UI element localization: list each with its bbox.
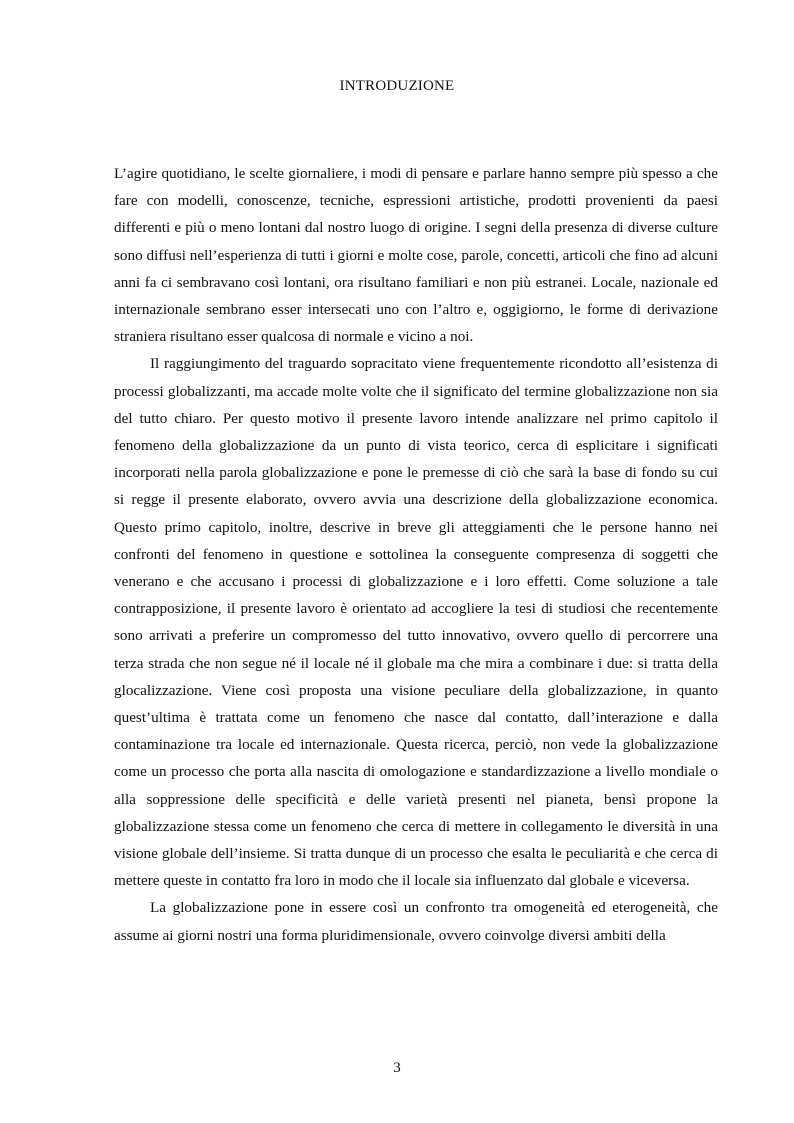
page-number: 3 (393, 1060, 401, 1076)
paragraph-1: L’agire quotidiano, le scelte giornaliere, i modi di pensare e parlare hanno sempre più spesso a che fare con modelli, conoscenze, tecniche, espressioni artistiche, prodotti provenienti da paesi differenti e più o meno lontani dal nostro luogo di origine. I segni della presenza di diverse culture sono diffusi nell’esperienza di tutti i giorni e molte cose, parole, concetti, articoli che fino ad alcuni anni fa ci sembravano così lontani, ora risultano familiari e non più estranei. Locale, nazionale ed internazionale sembrano esser intersecati uno con l’altro e, oggigiorno, le forme di derivazione straniera risultano esser qualcosa di normale e vicino a noi. (114, 165, 718, 346)
page-title: INTRODUZIONE (339, 78, 455, 94)
paragraph-2: Il raggiungimento del traguardo sopracitato viene frequentemente ricondotto all’esistenza di processi globalizzanti, ma accade molte volte che il significato del termine globalizzazione non sia del tutto chiaro. Per questo motivo il presente lavoro intende analizzare nel primo capitolo il fenomeno della globalizzazione da un punto di vista teorico, cerca di esplicitare i significati incorporati nella parola globalizzazione e pone le premesse di ciò che sarà la base di fondo su cui si regge il presente elaborato, ovvero avvia una descrizione della globalizzazione economica. Questo primo capitolo, inoltre, descrive in breve gli atteggiamenti che le persone hanno nei confronti del fenomeno in questione e sottolinea la conseguente compresenza di soggetti che venerano e che accusano i processi di globalizzazione e i loro effetti. Come soluzione a tale contrapposizione, il presente lavoro è orientato ad accogliere la tesi di studiosi che recentemente sono arrivati a preferire un compromesso del tutto innovativo, ovvero quello di percorrere una terza strada che non segue né il locale né il globale ma che mira a combinare i due: si tratta della glocalizzazione. Viene così proposta una visione peculiare della globalizzazione, in quanto quest’ultima è trattata come un fenomeno che nasce dal contatto, dall’interazione e dalla contaminazione tra locale ed internazionale. Questa ricerca, perciò, non vede la globalizzazione come un processo che porta alla nascita di omologazione e standardizzazione a livello mondiale o alla soppressione delle specificità e delle varietà presenti nel pianeta, bensì propone la globalizzazione stessa come un fenomeno che cerca di mettere in collegamento le diversità in una visione globale dell’insieme. Si tratta dunque di un processo che esalta le peculiarità e che cerca di mettere queste in contatto fra loro in modo che il locale sia influenzato dal globale e viceversa. (114, 355, 718, 890)
body-text (114, 160, 718, 949)
paragraph-3: La globalizzazione pone in essere così un confronto tra omogeneità ed eterogeneità, che assume ai giorni nostri una forma pluridimensionale, ovvero coinvolge diversi ambiti della (114, 899, 718, 944)
